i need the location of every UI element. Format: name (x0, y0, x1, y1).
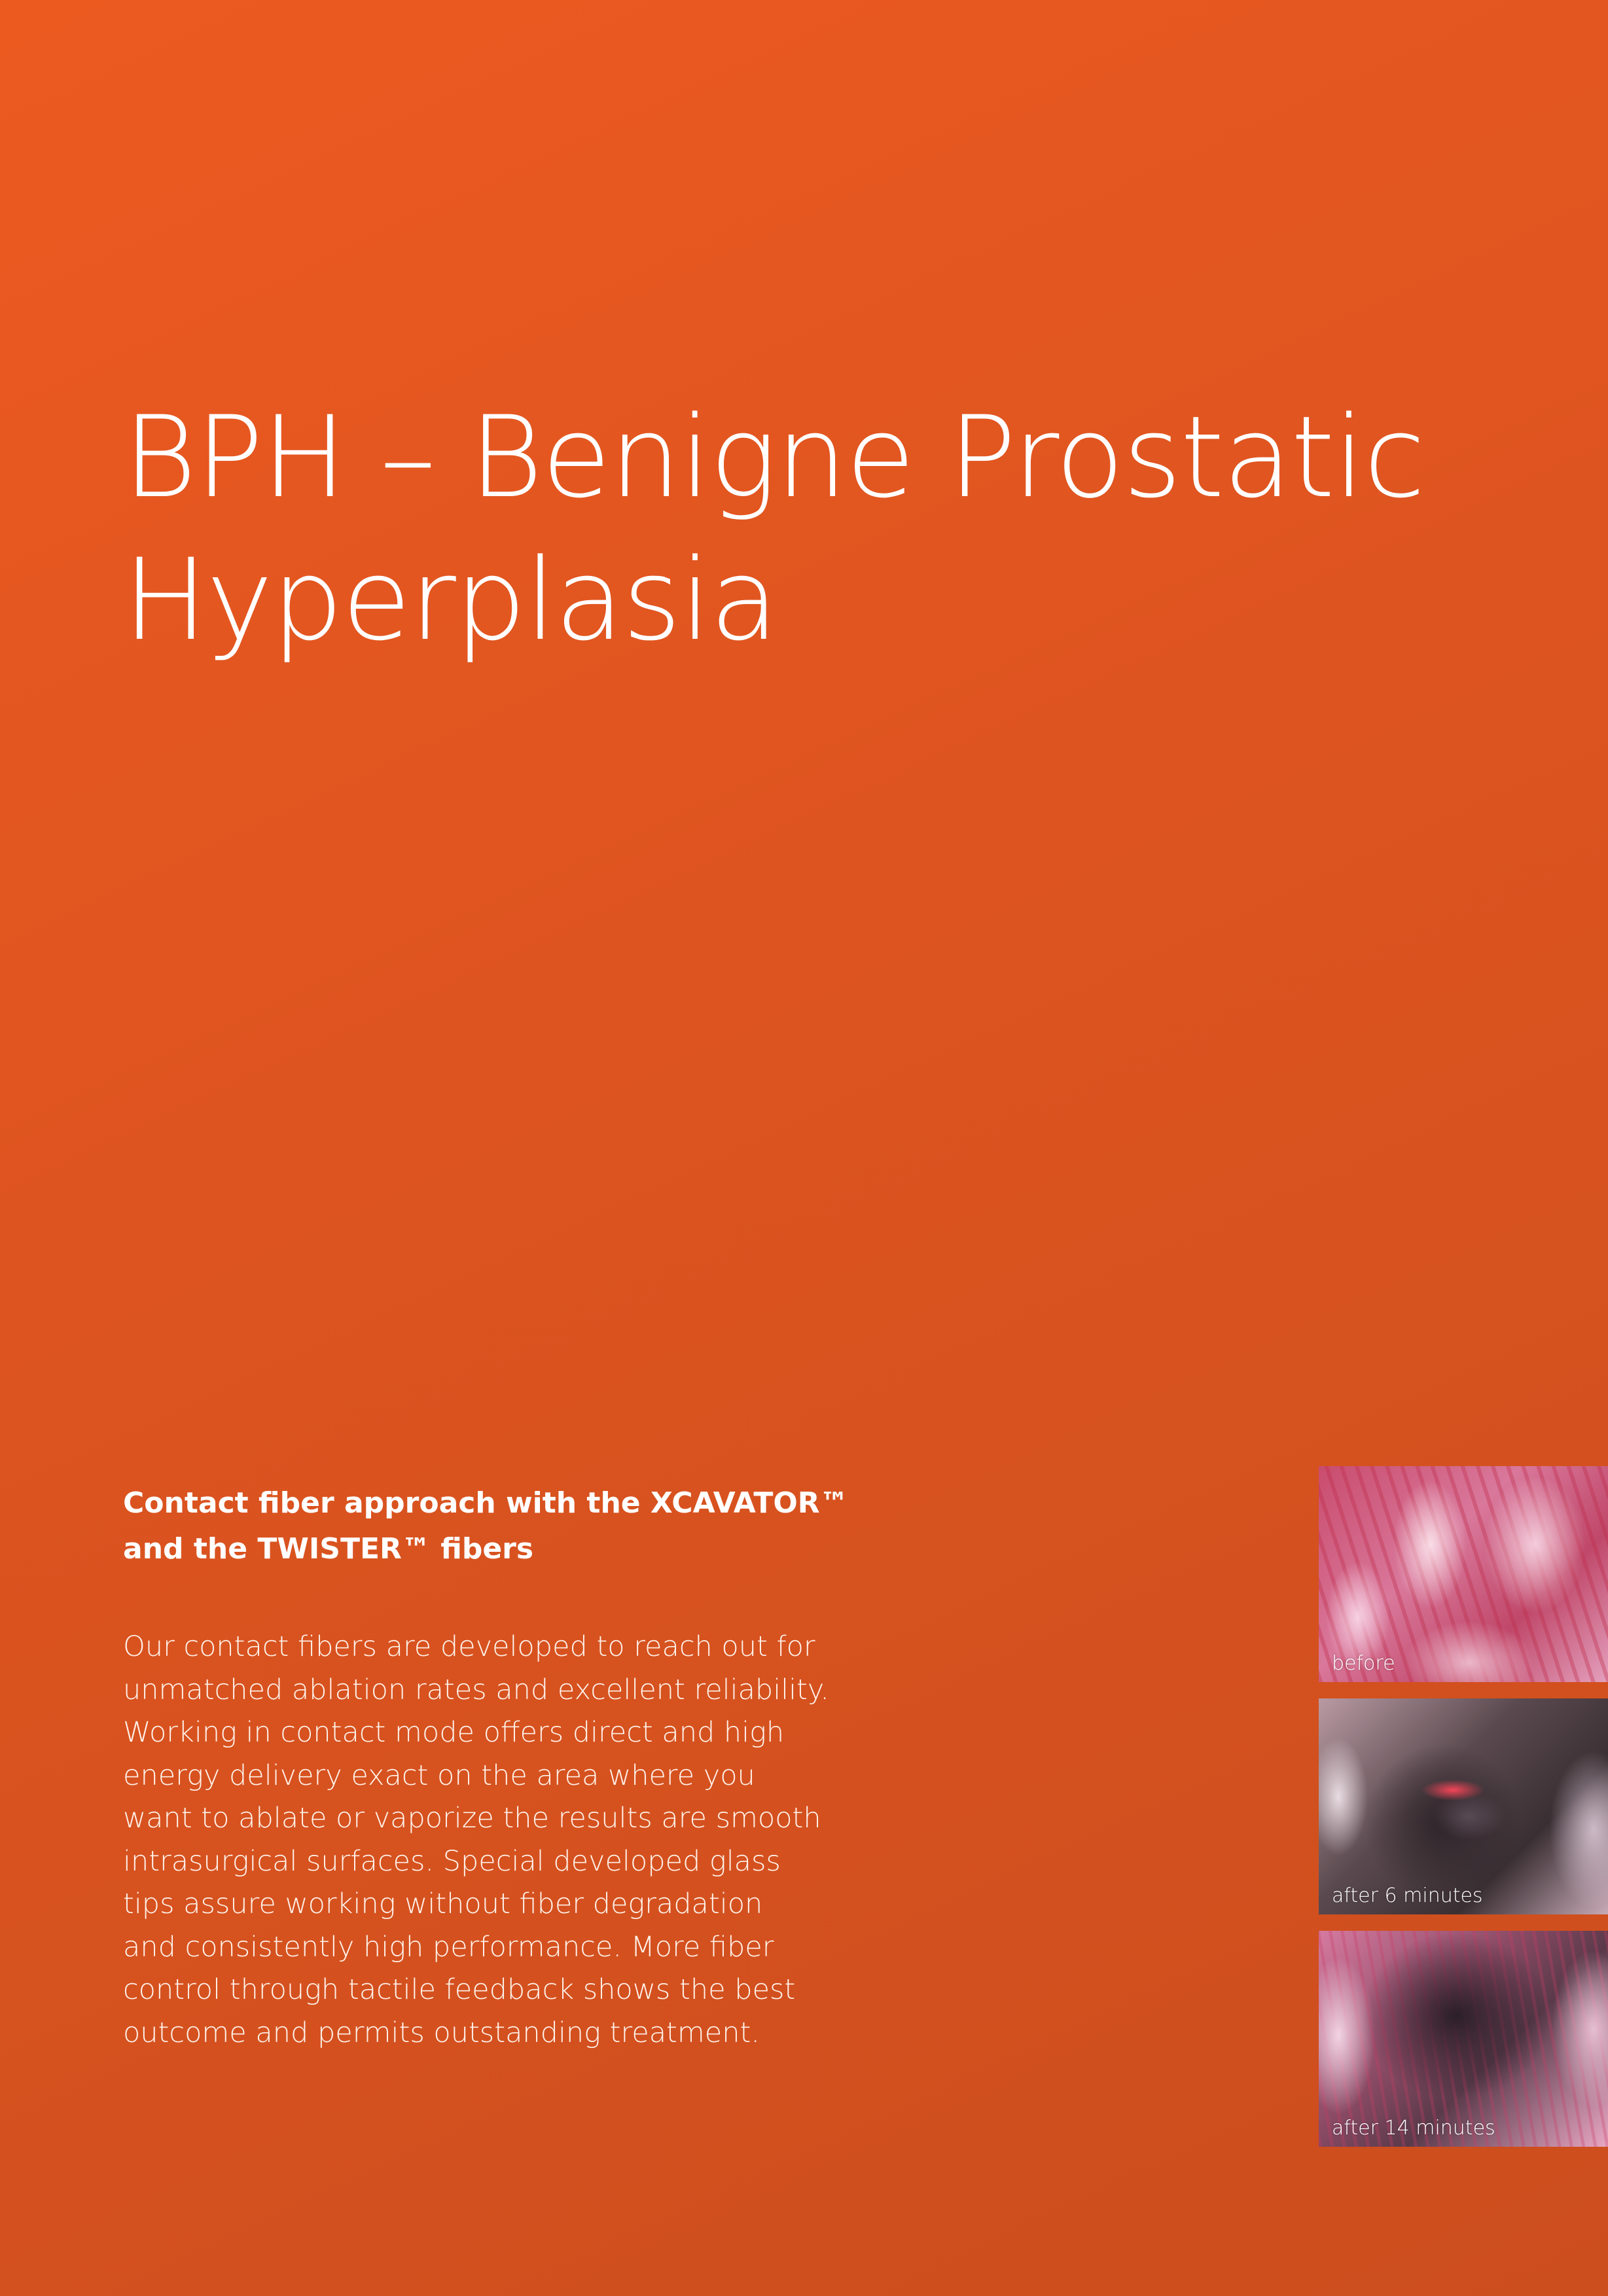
photo-caption-after-14-minutes: after 14 minutes (1332, 2117, 1495, 2140)
body-line: and consistently high performance. More fiber (123, 1930, 774, 1964)
body-line: Our contact fibers are developed to reach out for (123, 1630, 815, 1663)
photo-caption-before: before (1332, 1652, 1395, 1675)
page-title-line-1: BPH – Benigne Prostatic (123, 391, 1425, 523)
page-title (123, 386, 1432, 672)
body-line: unmatched ablation rates and excellent reliability. (123, 1673, 829, 1706)
section-subheading (123, 1480, 876, 1572)
photo-after-14-minutes (1319, 1931, 1608, 2147)
body-line: intrasurgical surfaces. Special developed glass (123, 1844, 781, 1878)
body-line: energy delivery exact on the area where you (123, 1759, 755, 1792)
subheading-line-2: and the TWISTER™ fibers (123, 1532, 534, 1566)
body-line: Working in contact mode offers direct and high (123, 1716, 785, 1749)
page-title-line-2: Hyperplasia (123, 534, 778, 666)
photo-before (1319, 1466, 1608, 1682)
body-line: want to ablate or vaporize the results are smooth (123, 1802, 821, 1835)
body-line: control through tactile feedback shows the best (123, 1973, 796, 2006)
body-line: outcome and permits outstanding treatment. (123, 2016, 760, 2049)
subheading-line-1: Contact fiber approach with the XCAVATOR™ (123, 1486, 849, 1520)
body-line: tips assure working without fiber degradation (123, 1888, 763, 1920)
photo-caption-after-6-minutes: after 6 minutes (1332, 1884, 1483, 1907)
body-paragraph (123, 1626, 876, 2054)
photo-after-6-minutes (1319, 1698, 1608, 1914)
